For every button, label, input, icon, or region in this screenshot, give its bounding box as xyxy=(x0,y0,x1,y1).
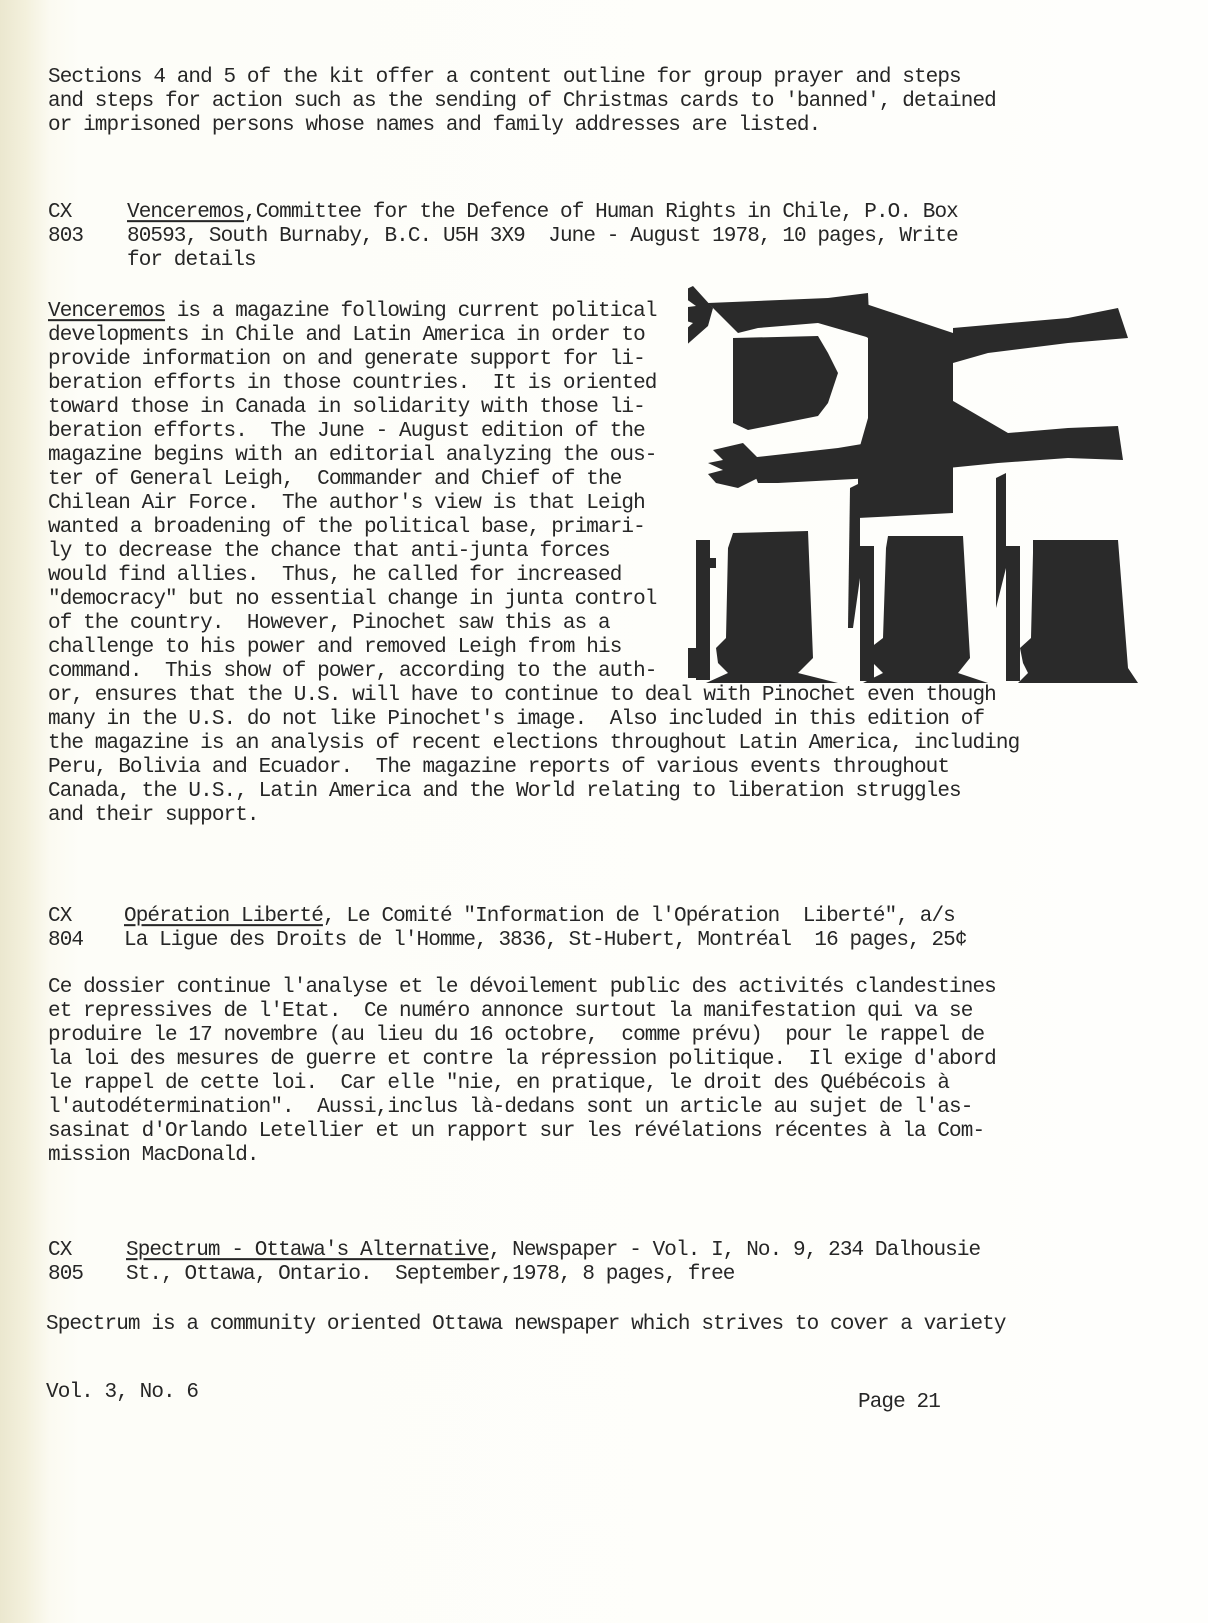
body-line: wanted a broadening of the political base, primari- xyxy=(48,515,645,540)
entry-code-number: 804 xyxy=(48,929,84,952)
body-line: et repressives de l'Etat. Ce numéro annonce surtout la manifestation qui va se xyxy=(48,999,973,1024)
entry-citation xyxy=(124,905,955,930)
illustration-prisoner-and-soldiers xyxy=(688,278,1168,708)
body-line: command. This show of power, according to the auth- xyxy=(48,659,657,684)
body-line: is a magazine following current political xyxy=(165,299,657,324)
body-line: or, ensures that the U.S. will have to continue to deal with Pinochet even though xyxy=(48,683,996,708)
body-line: Canada, the U.S., Latin America and the World relating to liberation struggles xyxy=(48,779,961,804)
body-line: challenge to his power and removed Leigh from his xyxy=(48,635,622,660)
body-line: provide information on and generate support for li- xyxy=(48,347,645,372)
body-line: Peru, Bolivia and Ecuador. The magazine reports of various events throughout xyxy=(48,755,950,780)
body-line: beration efforts. The June - August edition of the xyxy=(48,419,645,444)
body-line: developments in Chile and Latin America in order to xyxy=(48,323,645,348)
body-line: Chilean Air Force. The author's view is that Leigh xyxy=(48,491,645,516)
prisoner-figure-silhouette xyxy=(688,286,1128,518)
entry-title: Opération Liberté xyxy=(124,904,323,929)
entry-code-number: 805 xyxy=(48,1263,84,1286)
body-line: le rappel de cette loi. Car elle "nie, en pratique, le droit des Québécois à xyxy=(48,1071,950,1096)
volume-number: Vol. 3, No. 6 xyxy=(46,1381,199,1404)
citation-rest: , Newspaper - Vol. I, No. 9, 234 Dalhousie xyxy=(488,1238,981,1263)
intro-line: Sections 4 and 5 of the kit offer a content outline for group prayer and steps xyxy=(48,65,961,90)
body-line: the magazine is an analysis of recent elections throughout Latin America, including xyxy=(48,731,1020,756)
body-line: la loi des mesures de guerre et contre la répression politique. Il exige d'abord xyxy=(48,1047,996,1072)
citation-line: for details xyxy=(127,248,256,273)
citation-rest: ,Committee for the Defence of Human Rights in Chile, P.O. Box xyxy=(244,200,958,225)
body-line: Ce dossier continue l'analyse et le dévoilement public des activités clandestines xyxy=(48,975,996,1000)
intro-line: and steps for action such as the sending of Christmas cards to 'banned', detained xyxy=(48,89,996,114)
page-number: Page 21 xyxy=(858,1391,940,1414)
body-line: magazine begins with an editorial analyzing the ous- xyxy=(48,443,657,468)
intro-line: or imprisoned persons whose names and family addresses are listed. xyxy=(48,113,821,138)
citation-line: St., Ottawa, Ontario. September,1978, 8 pages, free xyxy=(126,1262,735,1287)
body-line: of the country. However, Pinochet saw this as a xyxy=(48,611,610,636)
body-line: toward those in Canada in solidarity with those li- xyxy=(48,395,645,420)
citation-line: La Ligue des Droits de l'Homme, 3836, St-Hubert, Montréal 16 pages, 25¢ xyxy=(124,928,967,953)
body-line: ter of General Leigh, Commander and Chief of the xyxy=(48,467,622,492)
body-title: Venceremos xyxy=(48,299,166,324)
body-line: beration efforts in those countries. It is oriented xyxy=(48,371,657,396)
citation-rest: , Le Comité "Information de l'Opération Liberté", a/s xyxy=(322,904,955,929)
body-line: produire le 17 novembre (au lieu du 16 octobre, comme prévu) pour le rappel de xyxy=(48,1023,985,1048)
entry-code-prefix: CX xyxy=(48,905,72,928)
entry-title: Spectrum - Ottawa's Alternative xyxy=(126,1238,489,1263)
body-line: l'autodétermination". Aussi,inclus là-dedans sont un article au sujet de l'as- xyxy=(48,1095,973,1120)
body-line: would find allies. Thus, he called for increased xyxy=(48,563,622,588)
entry-code-prefix: CX xyxy=(48,201,72,224)
body-line: sasinat d'Orlando Letellier et un rapport sur les révélations récentes à la Com- xyxy=(48,1119,985,1144)
entry-code-number: 803 xyxy=(48,225,84,248)
body-line: and their support. xyxy=(48,803,259,828)
body-line: Spectrum is a community oriented Ottawa newspaper which strives to cover a variety xyxy=(46,1312,1006,1337)
citation-line: 80593, South Burnaby, B.C. U5H 3X9 June - August 1978, 10 pages, Write xyxy=(127,224,958,249)
entry-code-prefix: CX xyxy=(48,1239,72,1262)
entry-title: Venceremos xyxy=(127,200,245,225)
body-line: many in the U.S. do not like Pinochet's image. Also included in this edition of xyxy=(48,707,985,732)
body-line: "democracy" but no essential change in junta control xyxy=(48,587,657,612)
body-line: mission MacDonald. xyxy=(48,1143,259,1168)
entry-citation xyxy=(127,201,958,226)
body-line: ly to decrease the chance that anti-junta forces xyxy=(48,539,610,564)
entry-citation xyxy=(126,1239,980,1264)
